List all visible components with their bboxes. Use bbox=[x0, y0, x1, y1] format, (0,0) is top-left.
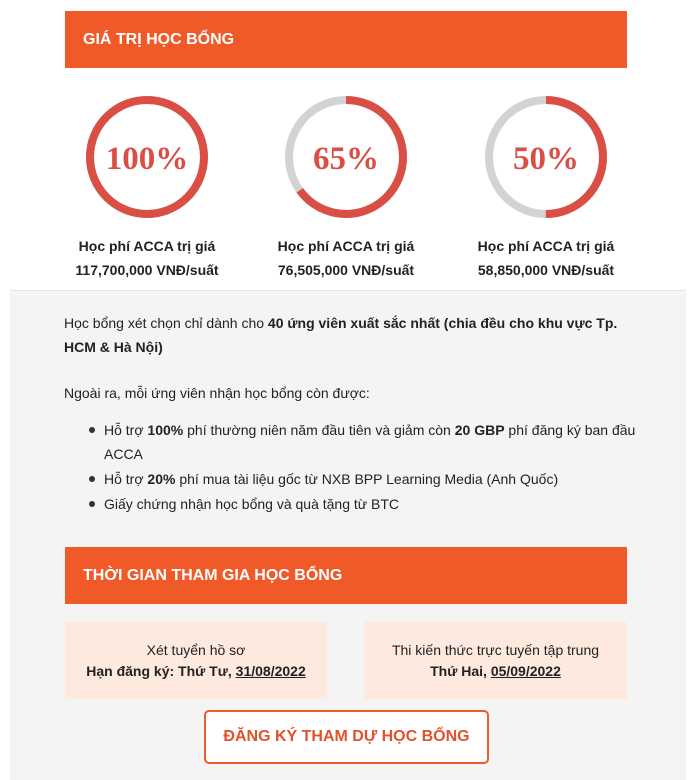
exam-line bbox=[364, 661, 627, 682]
list-item bbox=[87, 418, 637, 466]
tier-description bbox=[446, 234, 646, 282]
tier-line2: 117,700,000 VNĐ/suất bbox=[75, 262, 219, 278]
intro-prefix: Học bổng xét chọn chỉ dành cho bbox=[64, 315, 268, 331]
benefit-text: phí mua tài liệu gốc từ NXB BPP Learning Media (Anh Quốc) bbox=[175, 471, 559, 487]
list-item bbox=[87, 467, 637, 491]
extras-lead: Ngoài ra, mỗi ứng viên nhận học bổng còn được: bbox=[64, 385, 370, 401]
percent-text: 100% bbox=[105, 141, 189, 177]
deadline-line bbox=[65, 661, 327, 682]
benefit-highlight: 20% bbox=[147, 471, 176, 487]
tier-line1: Học phí ACCA trị giá bbox=[277, 238, 415, 254]
benefit-text: Hỗ trợ bbox=[104, 422, 148, 438]
details-panel bbox=[10, 290, 686, 780]
benefit-text: Hỗ trợ bbox=[104, 471, 148, 487]
value-section-title: GIÁ TRỊ HỌC BỔNG bbox=[83, 30, 235, 48]
intro-highlight: 40 ứng viên xuất sắc nhất (chia đều cho khu vực Tp. HCM & Hà Nội) bbox=[64, 315, 618, 355]
tier-line1: Học phí ACCA trị giá bbox=[78, 238, 216, 254]
intro-paragraph bbox=[64, 311, 639, 359]
scholarship-tier-65 bbox=[246, 94, 446, 282]
exam-label: Thứ Hai, bbox=[430, 663, 491, 679]
scholarship-tiers bbox=[0, 94, 696, 278]
benefit-highlight: 20 GBP bbox=[454, 422, 505, 438]
scholarship-tier-50 bbox=[446, 94, 646, 282]
benefit-text: phí thường niên năm đầu tiên và giảm còn bbox=[183, 422, 455, 438]
benefit-highlight: 100% bbox=[147, 422, 184, 438]
percent-text: 50% bbox=[513, 141, 579, 177]
application-deadline-box bbox=[65, 622, 327, 699]
time-section-header bbox=[65, 547, 627, 604]
deadline-date: 31/08/2022 bbox=[235, 663, 306, 679]
percent-ring bbox=[84, 94, 210, 220]
list-item bbox=[87, 492, 637, 516]
scholarship-tier-100 bbox=[47, 94, 247, 282]
deadline-label: Hạn đăng ký: Thứ Tư, bbox=[86, 663, 236, 679]
tier-line2: 58,850,000 VNĐ/suất bbox=[477, 262, 615, 278]
time-section-title: THỜI GIAN THAM GIA HỌC BỔNG bbox=[83, 566, 343, 584]
register-button[interactable] bbox=[204, 710, 489, 764]
tier-description bbox=[47, 234, 247, 282]
exam-date: 05/09/2022 bbox=[490, 663, 561, 679]
percent-ring bbox=[483, 94, 609, 220]
percent-ring bbox=[283, 94, 409, 220]
benefits-list bbox=[87, 418, 637, 517]
tier-description bbox=[246, 234, 446, 282]
exam-date-box bbox=[364, 622, 627, 699]
register-button-label: ĐĂNG KÝ THAM DỰ HỌC BỔNG bbox=[223, 728, 470, 745]
percent-text: 65% bbox=[313, 141, 379, 177]
box-title: Thi kiến thức trực tuyến tập trung bbox=[391, 642, 600, 658]
benefit-text: Giấy chứng nhận học bổng và quà tặng từ BTC bbox=[104, 496, 400, 512]
value-section-header bbox=[65, 11, 627, 68]
benefit-text: phí đăng ký ban đầu ACCA bbox=[104, 422, 636, 462]
tier-line2: 76,505,000 VNĐ/suất bbox=[277, 262, 415, 278]
tier-line1: Học phí ACCA trị giá bbox=[477, 238, 615, 254]
box-title: Xét tuyển hồ sơ bbox=[146, 642, 246, 658]
